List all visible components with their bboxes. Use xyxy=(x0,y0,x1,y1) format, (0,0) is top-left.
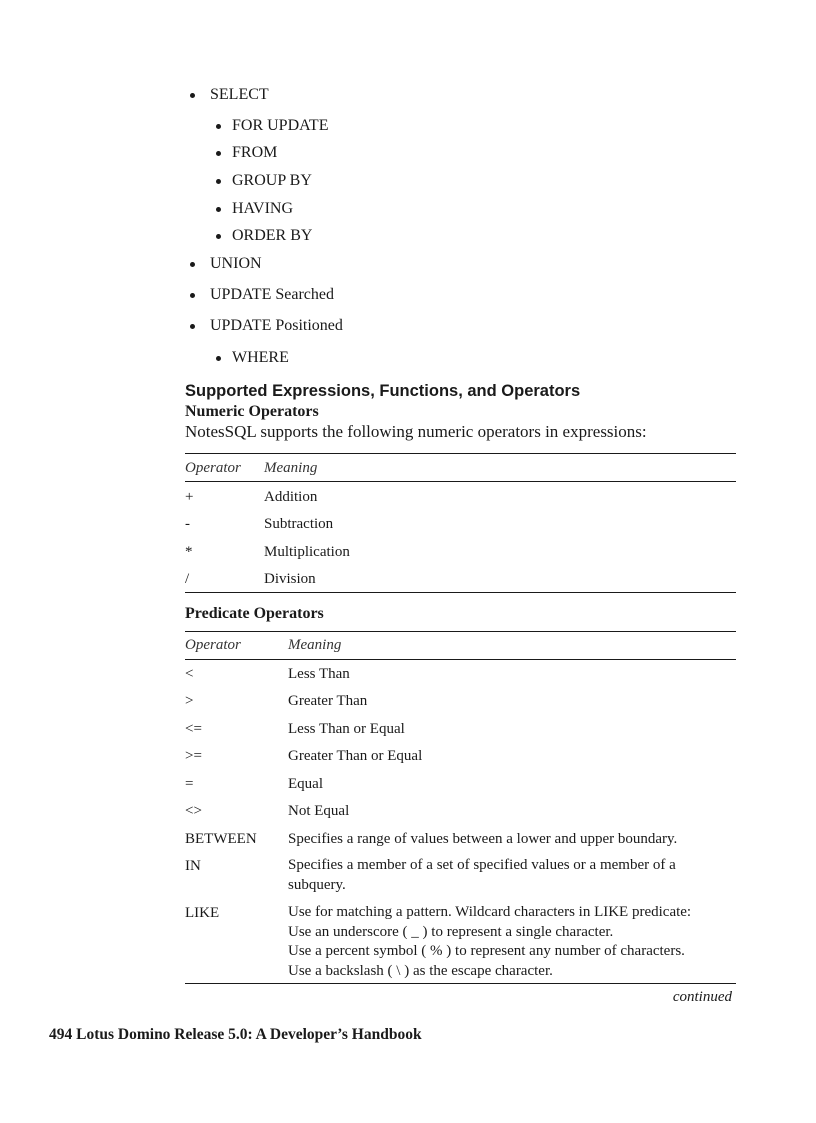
list-item-update-searched xyxy=(190,285,334,305)
list-item-label: FROM xyxy=(232,144,278,161)
table-cell-operator: IN xyxy=(185,858,201,874)
list-item-label: WHERE xyxy=(232,349,289,366)
list-item-label: GROUP BY xyxy=(232,172,312,189)
table-cell-operator: = xyxy=(185,776,194,792)
list-item-update-positioned xyxy=(190,316,343,336)
bullet-icon xyxy=(216,207,221,212)
table-cell-operator: - xyxy=(185,516,190,532)
table-cell-operator: >= xyxy=(185,748,202,764)
table-cell-operator: <> xyxy=(185,803,202,819)
table-header-rule xyxy=(185,481,736,482)
numeric-operators-intro: NotesSQL supports the following numeric operators in expressions: xyxy=(185,422,647,441)
list-item-group-by xyxy=(216,171,312,191)
section-heading: Supported Expressions, Functions, and Operators xyxy=(185,382,581,400)
bullet-icon xyxy=(216,234,221,239)
meaning-line: Use a percent symbol ( % ) to represent any number of characters. xyxy=(288,943,685,959)
table-cell-operator: BETWEEN xyxy=(185,831,257,847)
meaning-line: Use an underscore ( _ ) to represent a single character. xyxy=(288,923,614,940)
table-cell-meaning: Addition xyxy=(264,489,318,505)
column-header-operator: Operator xyxy=(185,637,241,653)
meaning-line: Use a backslash ( \ ) as the escape character. xyxy=(288,962,553,979)
list-item-label: UPDATE Searched xyxy=(210,286,334,303)
table-cell-meaning: Less Than or Equal xyxy=(288,721,405,737)
list-item-label: FOR UPDATE xyxy=(232,117,329,134)
table-cell-operator: > xyxy=(185,693,194,709)
list-item-from xyxy=(216,143,277,163)
list-item-label: SELECT xyxy=(210,86,269,103)
table-cell-meaning: Not Equal xyxy=(288,803,350,819)
table-cell-operator: / xyxy=(185,571,190,587)
page-footer: 494 Lotus Domino Release 5.0: A Developer’s Handbook xyxy=(49,1026,422,1043)
table-cell-operator: < xyxy=(185,666,194,682)
predicate-operators-heading: Predicate Operators xyxy=(185,605,324,622)
column-header-meaning: Meaning xyxy=(288,637,342,653)
bullet-icon xyxy=(216,151,221,156)
list-item-label: UPDATE Positioned xyxy=(210,317,343,334)
table-top-rule xyxy=(185,453,736,454)
table-cell-meaning: Less Than xyxy=(288,666,350,682)
meaning-line: Use for matching a pattern. Wildcard characters in LIKE predicate: xyxy=(288,904,692,920)
meaning-line: subquery. xyxy=(288,876,346,893)
table-header-rule xyxy=(185,659,736,660)
list-item-where xyxy=(216,348,289,368)
table-cell-meaning: Subtraction xyxy=(264,516,334,532)
bullet-icon xyxy=(190,93,195,98)
bullet-icon xyxy=(190,262,195,267)
column-header-operator: Operator xyxy=(185,460,241,476)
bullet-icon xyxy=(190,324,195,329)
table-cell-meaning: Division xyxy=(264,571,316,587)
table-cell-meaning xyxy=(288,903,738,981)
list-item-label: UNION xyxy=(210,255,262,272)
table-cell-meaning: Equal xyxy=(288,776,323,792)
table-cell-operator: <= xyxy=(185,721,202,737)
table-cell-operator: * xyxy=(185,544,193,560)
list-item-order-by xyxy=(216,226,312,246)
list-item-label: ORDER BY xyxy=(232,227,313,244)
list-item-having xyxy=(216,199,293,219)
meaning-line: Specifies a member of a set of specified values or a member of a xyxy=(288,857,676,873)
table-bottom-rule xyxy=(185,983,736,984)
table-bottom-rule xyxy=(185,592,736,593)
list-item-for-update xyxy=(216,116,328,136)
bullet-icon xyxy=(216,124,221,129)
bullet-icon xyxy=(216,179,221,184)
column-header-meaning: Meaning xyxy=(264,460,318,476)
numeric-operators-heading: Numeric Operators xyxy=(185,403,319,420)
table-cell-operator: + xyxy=(185,489,194,505)
table-cell-meaning: Multiplication xyxy=(264,544,350,560)
list-item-label: HAVING xyxy=(232,200,294,217)
table-cell-meaning: Greater Than xyxy=(288,693,368,709)
bullet-icon xyxy=(190,293,195,298)
list-item-select xyxy=(190,85,269,105)
table-top-rule xyxy=(185,631,736,632)
table-cell-operator: LIKE xyxy=(185,905,220,921)
continued-note: continued xyxy=(672,989,732,1005)
table-cell-meaning: Specifies a range of values between a lower and upper boundary. xyxy=(288,831,678,847)
table-cell-meaning xyxy=(288,856,738,895)
bullet-icon xyxy=(216,356,221,361)
table-cell-meaning: Greater Than or Equal xyxy=(288,748,423,764)
list-item-union xyxy=(190,254,262,274)
